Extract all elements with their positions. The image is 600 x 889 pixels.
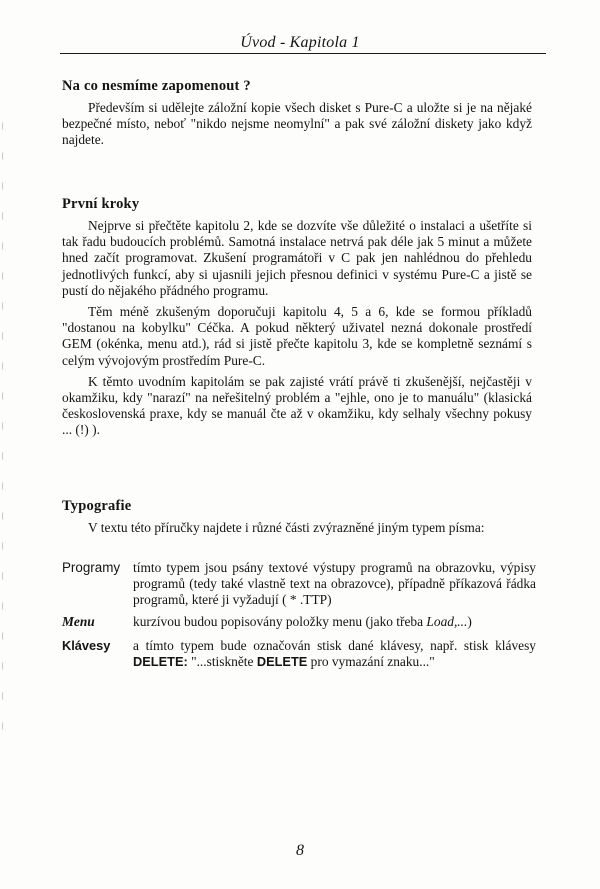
section-heading: První kroky [62, 196, 140, 212]
section-paragraph: V textu této příručky najdete i různé části zvýrazněné jiným typem písma: [88, 520, 485, 535]
section-nezapomenout [62, 78, 532, 154]
typography-term: Klávesy [62, 638, 111, 653]
typography-definition [133, 614, 536, 630]
section-paragraph: Nejprve si přečtěte kapitolu 2, kde se dozvíte vše důležité o instalaci a ušetříte si tak řadu budoucích problémů. Samotná instalace netrvá pak déle jak 5 minut a můžete hned začít programovat. Zkušení programátoři v C pak jen nahlédnou do přehledu jednotlivých funkcí, aby si ujasnili jejich přesnou definici v systému Pure-C a jistě se pustí do nějakého přádného programu. [62, 218, 532, 298]
section-heading: Na co nesmíme zapomenout ? [62, 78, 251, 94]
definition-italic-sample: Load,... [426, 614, 468, 629]
section-prvni-kroky [62, 196, 532, 444]
definition-text: ) [467, 614, 472, 629]
typography-item-programy [62, 560, 536, 609]
binding-marks [0, 0, 10, 889]
section-heading: Typografie [62, 498, 132, 514]
section-typografie [62, 498, 532, 541]
definition-text: pro vymazání znaku..." [307, 654, 435, 670]
running-header: Úvod - Kapitola 1 [240, 34, 360, 51]
section-paragraph: Těm méně zkušeným doporučuji kapitolu 4, 5 a 6, kde se formou příkladů "dostanou na kobylku" Céčka. A pokud některý uživatel nezná dokonale prostředí GEM (okénka, menu atd.), rád si jistě přečte kapitolu 3, kde se kompletně seznámí s celým vývojovým prostředím Pure-C. [62, 304, 532, 368]
definition-text: "...stiskněte [187, 654, 257, 670]
typography-item-menu [62, 614, 536, 630]
page-number: 8 [296, 842, 304, 859]
header-rule [60, 53, 546, 54]
typography-definition [133, 638, 536, 670]
typography-term: Menu [62, 614, 95, 629]
typography-item-klavesy [62, 638, 536, 670]
typography-definition: tímto typem jsou psány textové výstupy programů na obrazovku, výpisy programů (tedy také vlastně text na obrazovce), případně příkazová řádka programů, které ji vyžadují ( * .TTP) [133, 560, 536, 608]
definition-text: kurzívou budou popisovány položky menu (jako třeba [133, 614, 427, 629]
section-paragraph: Především si udělejte záložní kopie všech disket s Pure-C a uložte si je na nějaké bezpečné místo, neboť "nikdo nejsme neomylní" a pak své záložní diskety jako když najdete. [62, 100, 532, 148]
typography-term: Programy [62, 560, 121, 575]
key-sample: DELETE: [133, 654, 188, 670]
section-paragraph: K těmto uvodním kapitolám se pak zajisté vrátí právě ti zkušenější, nejčastěji v okamžiku, kdy "narazí" na neřešitelný problém a "ejhle, ono je to manuálu" (klasická československá praxe, kdy se manuál čte až v okamžiku, kdy selhaly všechny pokusy ... (!) ). [62, 373, 532, 438]
definition-text: a tímto typem bude označován stisk dané klávesy, např. stisk klávesy [133, 638, 536, 653]
key-sample: DELETE [256, 654, 308, 670]
